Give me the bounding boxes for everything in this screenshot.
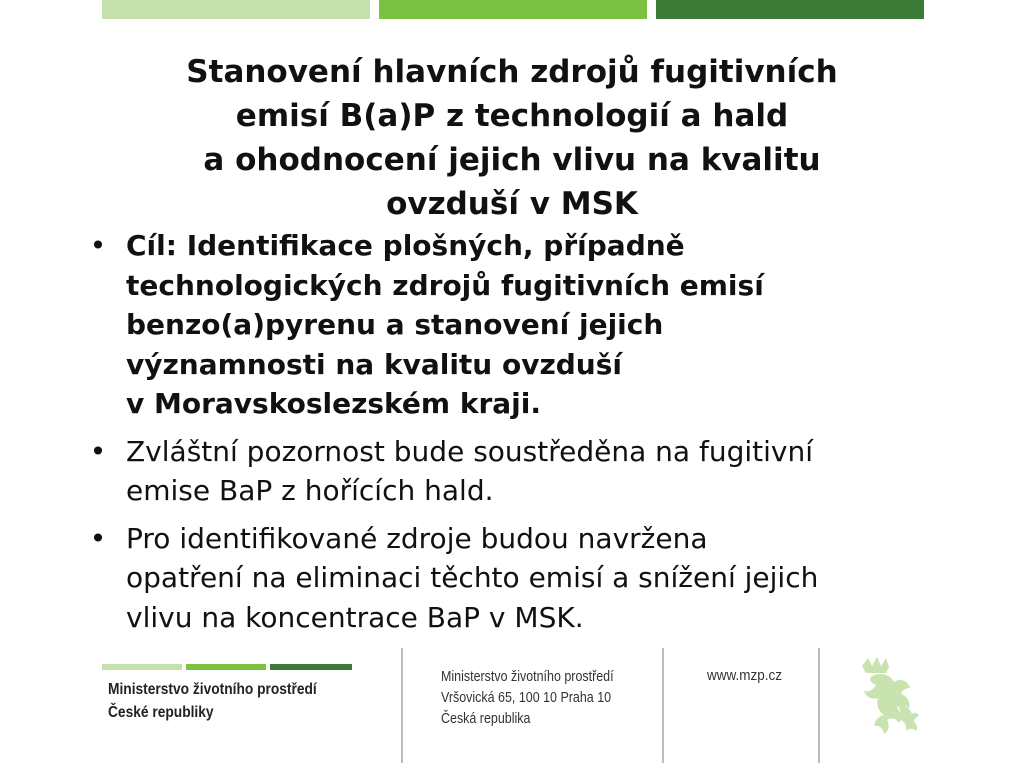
bullet-line: významnosti na kvalitu ovzduší bbox=[126, 347, 623, 381]
bullet-line: benzo(a)pyrenu a stanovení jejich bbox=[126, 308, 664, 341]
bullet-symbol: • bbox=[89, 434, 107, 468]
top-bar-dark bbox=[656, 0, 924, 19]
top-bar-mid bbox=[379, 0, 647, 19]
bullet-line: technologických zdrojů fugitivních emisí bbox=[126, 268, 764, 302]
slide-title bbox=[110, 50, 914, 226]
bullet-line: v Moravskoslezském kraji. bbox=[126, 387, 541, 420]
footer-divider bbox=[818, 648, 820, 763]
footer-color-bars bbox=[102, 664, 352, 670]
title-line: Stanovení hlavních zdrojů fugitivních bbox=[186, 54, 838, 90]
website-link[interactable]: www.mzp.cz bbox=[707, 667, 783, 684]
czech-lion-icon bbox=[852, 654, 924, 738]
title-line: emisí B(a)P z technologií a hald bbox=[235, 98, 789, 134]
address-line: Ministerstvo životního prostředí bbox=[441, 669, 614, 685]
footer bbox=[0, 640, 1024, 767]
ministry-name-line: Ministerstvo životního prostředí bbox=[108, 681, 317, 698]
bullet-line: Zvláštní pozornost bude soustředěna na fugitivní bbox=[126, 434, 813, 468]
footer-divider bbox=[401, 648, 403, 763]
bullet-symbol: • bbox=[89, 229, 107, 262]
footer-bar-dark bbox=[270, 664, 352, 670]
address-line: Vršovická 65, 100 10 Praha 10 bbox=[441, 690, 612, 706]
bullet-symbol: • bbox=[89, 521, 107, 555]
ministry-name bbox=[108, 678, 317, 724]
bullet-line: Cíl: Identifikace plošných, případně bbox=[126, 229, 685, 262]
bullet-text bbox=[126, 226, 946, 424]
bullet-list bbox=[86, 226, 946, 645]
bullet-attention bbox=[86, 432, 946, 511]
footer-divider bbox=[662, 648, 664, 763]
footer-bar-mid bbox=[186, 664, 266, 670]
top-color-bars bbox=[102, 0, 924, 19]
bullet-text bbox=[126, 519, 946, 638]
top-bar-light bbox=[102, 0, 370, 19]
bullet-line: emise BaP z hořících hald. bbox=[126, 474, 494, 507]
ministry-name-line: České republiky bbox=[108, 704, 214, 721]
bullet-line: opatření na eliminaci těchto emisí a snížení jejich bbox=[126, 561, 819, 594]
address-line: Česká republika bbox=[441, 711, 531, 727]
title-line: ovzduší v MSK bbox=[386, 186, 638, 222]
bullet-measures bbox=[86, 519, 946, 638]
bullet-line: vlivu na koncentrace BaP v MSK. bbox=[126, 600, 584, 634]
bullet-line: Pro identifikované zdroje budou navržena bbox=[126, 521, 708, 555]
title-line: a ohodnocení jejich vlivu na kvalitu bbox=[203, 142, 821, 178]
ministry-address bbox=[441, 667, 614, 730]
bullet-goal bbox=[86, 226, 946, 424]
footer-bar-light bbox=[102, 664, 182, 670]
bullet-text bbox=[126, 432, 946, 511]
